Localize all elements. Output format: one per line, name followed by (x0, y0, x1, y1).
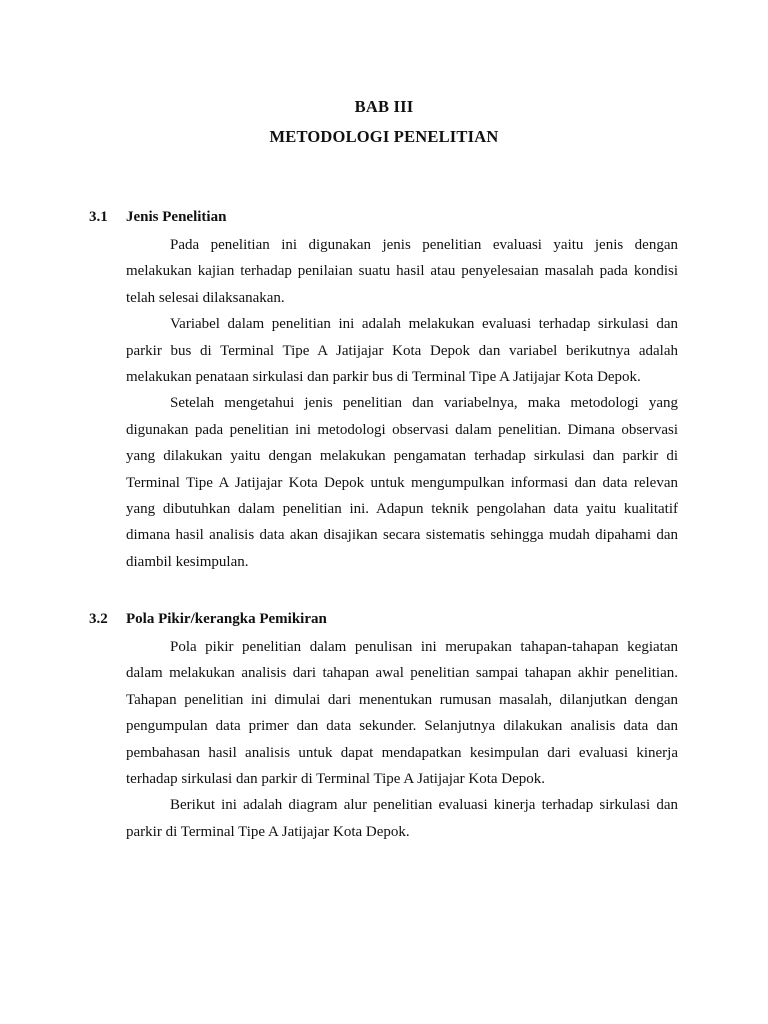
paragraph: Pola pikir penelitian dalam penulisan ini merupakan tahapan-tahapan kegiatan dalam melakukan analisis dari tahapan awal penelitian sampai tahapan akhir penelitian. Tahapan penelitian ini dimulai dari menentukan rumusan masalah, dilanjutkan dengan pengumpulan data primer dan data sekunder. Selanjutnya dilakukan analisis data dan pembahasan hasil analisis untuk dapat mendapatkan kesimpulan dari evaluasi kinerja terhadap sirkulasi dan parkir di Terminal Tipe A Jatijajar Kota Depok. (126, 639, 678, 788)
section-number: 3.2 (89, 611, 108, 627)
section-3-2 (89, 610, 678, 845)
section-title: Jenis Penelitian (126, 209, 227, 225)
section-3-1 (89, 208, 678, 575)
paragraph: Variabel dalam penelitian ini adalah melakukan evaluasi terhadap sirkulasi dan parkir bus di Terminal Tipe A Jatijajar Kota Depok dan variabel berikutnya adalah melakukan penataan sirkulasi dan parkir bus di Terminal Tipe A Jatijajar Kota Depok. (126, 316, 678, 386)
section-heading (89, 610, 678, 628)
chapter-title: METODOLOGI PENELITIAN (269, 127, 499, 146)
section-body (89, 634, 678, 845)
chapter-heading (0, 92, 768, 152)
section-body (89, 232, 678, 575)
section-title: Pola Pikir/kerangka Pemikiran (126, 611, 327, 627)
paragraph: Setelah mengetahui jenis penelitian dan variabelnya, maka metodologi yang digunakan pada penelitian ini metodologi observasi dalam penelitian. Dimana observasi yang dilakukan yaitu dengan melakukan pengamatan terhadap sirkulasi dan parkir di Terminal Tipe A Jatijajar Kota Depok untuk mengumpulkan informasi dan data relevan yang dibutuhkan dalam penelitian ini. Adapun teknik pengolahan data yaitu kualitatif dimana hasil analisis data akan disajikan secara sistematis sehingga mudah dipahami dan diambil kesimpulan. (126, 395, 678, 570)
chapter-number: BAB III (354, 97, 414, 116)
section-heading (89, 208, 678, 226)
section-number: 3.1 (89, 209, 108, 225)
paragraph: Berikut ini adalah diagram alur penelitian evaluasi kinerja terhadap sirkulasi dan parkir di Terminal Tipe A Jatijajar Kota Depok. (126, 797, 678, 840)
paragraph: Pada penelitian ini digunakan jenis penelitian evaluasi yaitu jenis dengan melakukan kajian terhadap penilaian suatu hasil atau penyelesaian masalah pada kondisi telah selesai dilaksanakan. (126, 237, 678, 306)
